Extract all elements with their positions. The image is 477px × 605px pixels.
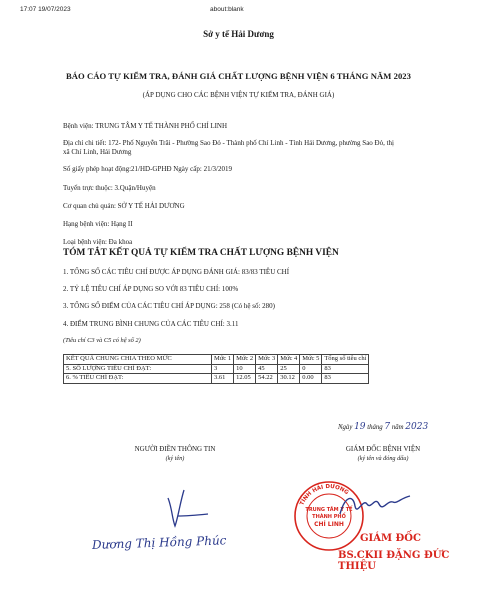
summary-item-2: 2. TỶ LỆ TIÊU CHÍ ÁP DỤNG SO VỚI 83 TIÊU CHÍ: 100% — [63, 285, 239, 293]
print-location: about:blank — [210, 6, 244, 13]
report-title: BÁO CÁO TỰ KIỂM TRA, ĐÁNH GIÁ CHẤT LƯỢNG BỆNH VIỆN 6 THÁNG NĂM 2023 — [66, 71, 411, 81]
date-day: 19 — [354, 422, 366, 432]
table-header-cell: Mức 2 — [234, 355, 256, 365]
date-year: 2023 — [405, 422, 429, 432]
summary-item-3: 3. TỔNG SỐ ĐIỂM CỦA CÁC TIÊU CHÍ ÁP DỤNG: 258 (Có hệ số: 280) — [63, 302, 276, 310]
table-cell: 0 — [300, 364, 322, 374]
summary-item-4: 4. ĐIỂM TRUNG BÌNH CHUNG CỦA CÁC TIÊU CHÍ: 3.11 — [63, 320, 239, 328]
print-timestamp: 17:07 19/07/2023 — [20, 6, 71, 13]
director-note: (ký tên và đóng dấu) — [357, 455, 409, 462]
table-cell: 10 — [234, 364, 256, 374]
coefficient-note: (Tiêu chí C3 và C5 có hệ số 2) — [63, 337, 141, 344]
preparer-role: NGƯỜI ĐIỀN THÔNG TIN — [134, 445, 216, 453]
table-cell: 6. % TIÊU CHÍ ĐẠT: — [64, 374, 212, 384]
results-table — [63, 354, 369, 384]
table-cell: 54.22 — [256, 374, 278, 384]
date-prefix: Ngày — [338, 424, 353, 431]
address-line-2: xã Chí Linh, Hải Dương — [63, 148, 132, 156]
stamp-top-text: TRUNG TÂM Y TẾ — [305, 507, 353, 513]
address-line-1: Địa chỉ chi tiết: 172- Phố Nguyễn Trãi - Phường Sao Đỏ - Thành phố Chí Linh - Tỉnh Hải Dương, phường Sao Đỏ, thị — [63, 139, 394, 147]
managing-agency: Cơ quan chủ quản: SỞ Y TẾ HẢI DƯƠNG — [63, 202, 185, 210]
table-cell: 0.00 — [300, 374, 322, 384]
summary-title: TÓM TẮT KẾT QUẢ TỰ KIỂM TRA CHẤT LƯỢNG BỆNH VIỆN — [63, 248, 339, 258]
hospital-name: Bệnh viện: TRUNG TÂM Y TẾ THÀNH PHỐ CHÍ LINH — [63, 122, 228, 130]
table-row — [64, 374, 369, 384]
preparer-note: (ký tên) — [165, 455, 185, 462]
date-month: 7 — [384, 422, 391, 432]
table-header-cell: Mức 3 — [256, 355, 278, 365]
director-role: GIÁM ĐỐC BỆNH VIỆN — [345, 445, 421, 453]
stamp-bottom-text: CHÍ LINH — [314, 521, 344, 528]
table-header-cell: Mức 4 — [278, 355, 300, 365]
table-cell: 3.61 — [212, 374, 234, 384]
table-header-row — [64, 355, 369, 365]
table-cell: 83 — [322, 374, 369, 384]
table-cell: 3 — [212, 364, 234, 374]
hospital-rank: Hạng bệnh viện: Hạng II — [63, 220, 133, 228]
table-header-cell: KẾT QUẢ CHUNG CHIA THEO MỨC — [64, 355, 212, 365]
license-info: Số giấy phép hoạt động:21/HD-GPHĐ Ngày cấp: 21/3/2019 — [63, 165, 232, 173]
report-date — [338, 422, 428, 432]
table-cell: 25 — [278, 364, 300, 374]
hospital-tier: Tuyến trực thuộc: 3.Quận/Huyện — [63, 184, 156, 192]
table-header-cell: Mức 5 — [300, 355, 322, 365]
stamp-ring-text: TỈNH HẢI DƯƠNG — [299, 483, 350, 507]
department-title: Sở y tế Hải Dương — [203, 29, 274, 39]
director-signature — [335, 486, 415, 526]
table-header-cell: Tổng số tiêu chí — [322, 355, 369, 365]
table-cell: 83 — [322, 364, 369, 374]
table-cell: 5. SỐ LƯỢNG TIÊU CHÍ ĐẠT: — [64, 364, 212, 374]
director-title: GIÁM ĐỐC — [360, 533, 421, 544]
table-row — [64, 364, 369, 374]
date-month-label: tháng — [367, 424, 383, 431]
hospital-type: Loại bệnh viện: Đa khoa — [63, 238, 133, 246]
report-subtitle: (ÁP DỤNG CHO CÁC BỆNH VIỆN TỰ KIỂM TRA, ĐÁNH GIÁ) — [142, 91, 335, 99]
director-name: BS.CKII ĐẶNG ĐỨC THIỆU — [338, 550, 450, 572]
preparer-signature — [150, 478, 220, 533]
table-cell: 45 — [256, 364, 278, 374]
preparer-name: Dương Thị Hồng Phúc — [91, 533, 227, 552]
stamp-mid-text: THÀNH PHỐ — [312, 514, 346, 520]
summary-item-1: 1. TỔNG SỐ CÁC TIÊU CHÍ ĐƯỢC ÁP DỤNG ĐÁNH GIÁ: 83/83 TIÊU CHÍ — [63, 268, 290, 276]
table-header-cell: Mức 1 — [212, 355, 234, 365]
date-year-label: năm — [391, 424, 404, 431]
table-cell: 12.05 — [234, 374, 256, 384]
table-cell: 30.12 — [278, 374, 300, 384]
